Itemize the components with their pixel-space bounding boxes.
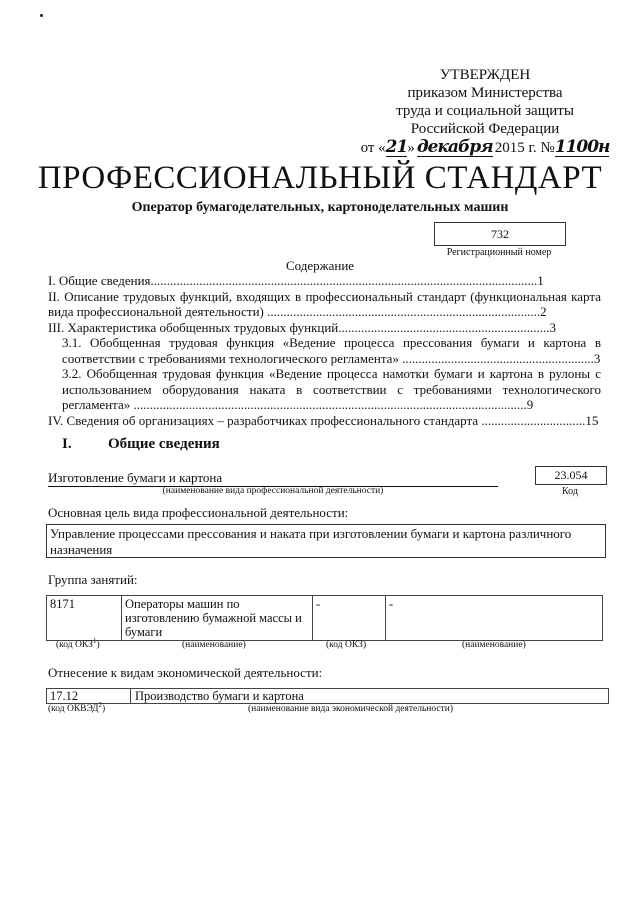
okved-label: Отнесение к видам экономической деятельности: bbox=[48, 665, 323, 680]
occupation-name-caption: (наименование) bbox=[182, 640, 246, 650]
okz-caption: (код ОКЗ$^1$) bbox=[56, 636, 100, 650]
toc-entry: I. Общие сведения.......................................................................................................................1 bbox=[48, 273, 544, 288]
activity-code-box: 23.054 bbox=[535, 466, 607, 485]
group-label: Группа занятий: bbox=[48, 572, 138, 587]
occupation-name-caption: (наименование) bbox=[462, 640, 526, 650]
okved-name-caption: (наименование вида экономической деятельности) bbox=[248, 704, 453, 714]
okz-caption: (код ОКЗ) bbox=[326, 640, 367, 650]
approval-line: Российской Федерации bbox=[410, 121, 560, 137]
toc-entry: 3.2. Обобщенная трудовая функция «Ведение процесса намотки бумаги и картона в рулоны с использованием оборудования наката в соответствии с требованиями технологического регламента» .........................................................................................................................9 bbox=[62, 366, 601, 412]
approval-block bbox=[360, 66, 610, 157]
registration-number-box: 732 bbox=[434, 222, 566, 246]
toc-entry: II. Описание трудовых функций, входящих в профессиональный стандарт (функциональная карта вида профессиональной деятельности) ....................................................................................2 bbox=[48, 288, 601, 319]
okved-name: Производство бумаги и картона bbox=[130, 689, 304, 704]
goal-box: Управление процессами прессования и наката при изготовлении бумаги и картона различного назначения bbox=[46, 524, 606, 558]
okved-row bbox=[46, 688, 609, 704]
handwritten-day: 21 bbox=[385, 137, 408, 157]
toc-entry: III. Характеристика обобщенных трудовых функций.................................................................3 bbox=[48, 319, 557, 335]
activity-name: Изготовление бумаги и картона bbox=[48, 470, 498, 487]
occupation-code-cell: 8171 bbox=[47, 596, 122, 641]
occupation-table bbox=[46, 595, 603, 641]
section-title: Общие сведения bbox=[108, 436, 220, 452]
registration-number-label: Регистрационный номер bbox=[446, 247, 552, 258]
activity-code-caption: Код bbox=[562, 486, 578, 497]
okved-code: 17.12 bbox=[50, 689, 79, 703]
scan-speck bbox=[40, 14, 43, 17]
toc-heading: Содержание bbox=[285, 258, 355, 273]
handwritten-month: декабря bbox=[416, 137, 493, 157]
date-year: 2015 г. № bbox=[494, 140, 555, 156]
toc-entry: IV. Сведения об организациях – разработчиках профессионального стандарта ................................15 bbox=[48, 412, 599, 428]
toc-entry: 3.1. Обобщенная трудовая функция «Ведение процесса прессования бумаги и картона в соответствии с требованиями технологического регламента» ...........................................................3 bbox=[62, 335, 601, 366]
approval-heading: УТВЕРЖДЕН bbox=[439, 67, 531, 83]
date-mid: » bbox=[407, 140, 415, 156]
okved-code-caption: (код ОКВЭД$^2$) bbox=[48, 700, 106, 714]
goal-label: Основная цель вида профессиональной деятельности: bbox=[48, 505, 349, 520]
document-title: ПРОФЕССИОНАЛЬНЫЙ СТАНДАРТ bbox=[37, 160, 603, 196]
occupation-name-cell: Операторы машин по изготовлению бумажной массы и бумаги bbox=[122, 596, 313, 641]
approval-line: приказом Министерства bbox=[407, 85, 563, 101]
approval-date bbox=[360, 137, 610, 157]
table-of-contents bbox=[48, 273, 601, 428]
occupation-name-cell: - bbox=[386, 596, 603, 641]
occupation-code-cell: - bbox=[313, 596, 386, 641]
section-heading bbox=[62, 436, 220, 453]
activity-caption: (наименование вида профессиональной деятельности) bbox=[162, 486, 384, 496]
approval-line: труда и социальной защиты bbox=[396, 103, 574, 119]
handwritten-order-number: 1100н bbox=[554, 137, 610, 157]
section-number: I. bbox=[62, 436, 72, 452]
document-subtitle: Оператор бумагоделательных, картоноделательных машин bbox=[131, 200, 509, 215]
date-prefix: от « bbox=[360, 140, 386, 156]
